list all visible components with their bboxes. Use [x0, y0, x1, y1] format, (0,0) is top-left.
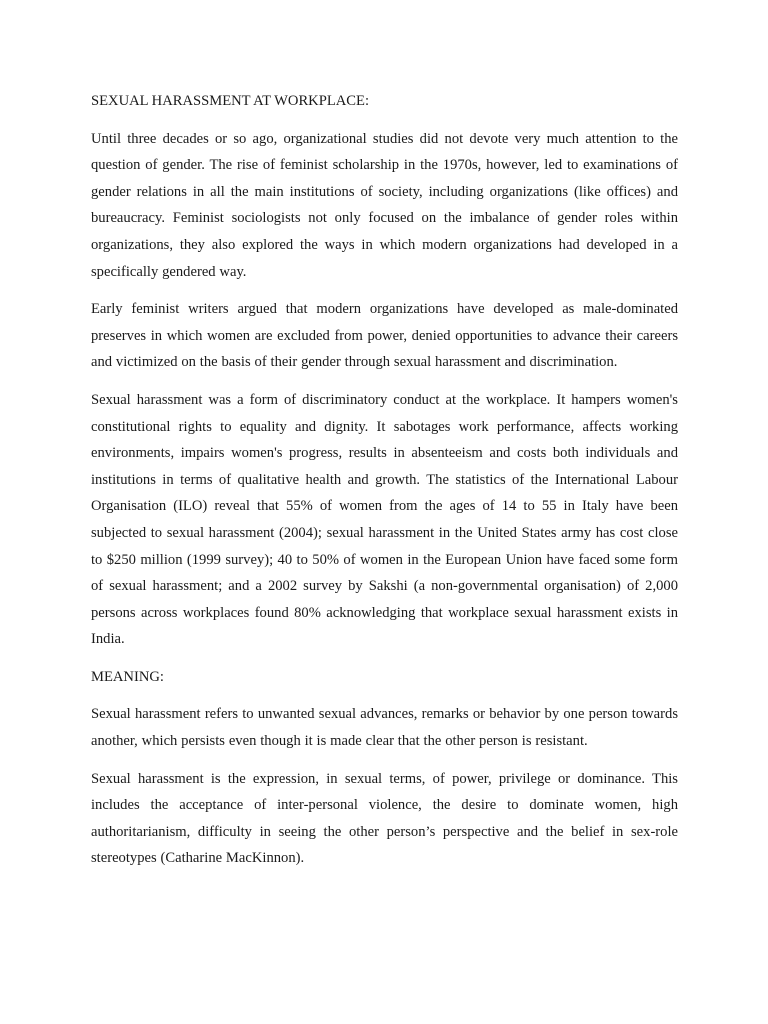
paragraph-organizational-studies: Until three decades or so ago, organizational studies did not devote very much attention to the question of gender. The rise of feminist scholarship in the 1970s, however, led to examinations of gender relations in all the main institutions of society, including organizations (like offices) and bureaucracy. Feminist sociologists not only focused on the imbalance of gender roles within organizations, they also explored the ways in which modern organizations had developed in a specifically gendered way.	[91, 130, 678, 280]
section-heading-meaning: MEANING:	[91, 668, 164, 685]
paragraph-expression-of-power: Sexual harassment is the expression, in sexual terms, of power, privilege or dominance. This includes the acceptance of inter-personal violence, the desire to dominate women, high authoritarianism, difficulty in seeing the other person’s perspective and the belief in sex-role stereotypes (Catharine MacKinnon).	[91, 770, 678, 867]
document-page	[91, 88, 678, 883]
section-heading-workplace: SEXUAL HARASSMENT AT WORKPLACE:	[91, 93, 369, 109]
paragraph-early-feminist-writers: Early feminist writers argued that modern organizations have developed as male-dominated preserves in which women are excluded from power, denied opportunities to advance their careers and victimized on the basis of their gender through sexual harassment and discrimination.	[91, 301, 678, 371]
paragraph-ilo-statistics: Sexual harassment was a form of discriminatory conduct at the workplace. It hampers women's constitutional rights to equality and dignity. It sabotages work performance, affects working environments, impairs women's progress, results in absenteeism and costs both individuals and institutions in terms of qualitative health and growth. The statistics of the International Labour Organisation (ILO) reveal that 55% of women from the ages of 14 to 55 in Italy have been subjected to sexual harassment (2004); sexual harassment in the United States army has cost close to $250 million (1999 survey); 40 to 50% of women in the European Union have faced some form of sexual harassment; and a 2002 survey by Sakshi (a non-governmental organisation) of 2,000 persons across workplaces found 80% acknowledging that workplace sexual harassment exists in India.	[91, 391, 678, 648]
paragraph-definition: Sexual harassment refers to unwanted sexual advances, remarks or behavior by one person towards another, which persists even though it is made clear that the other person is resistant.	[91, 706, 678, 750]
